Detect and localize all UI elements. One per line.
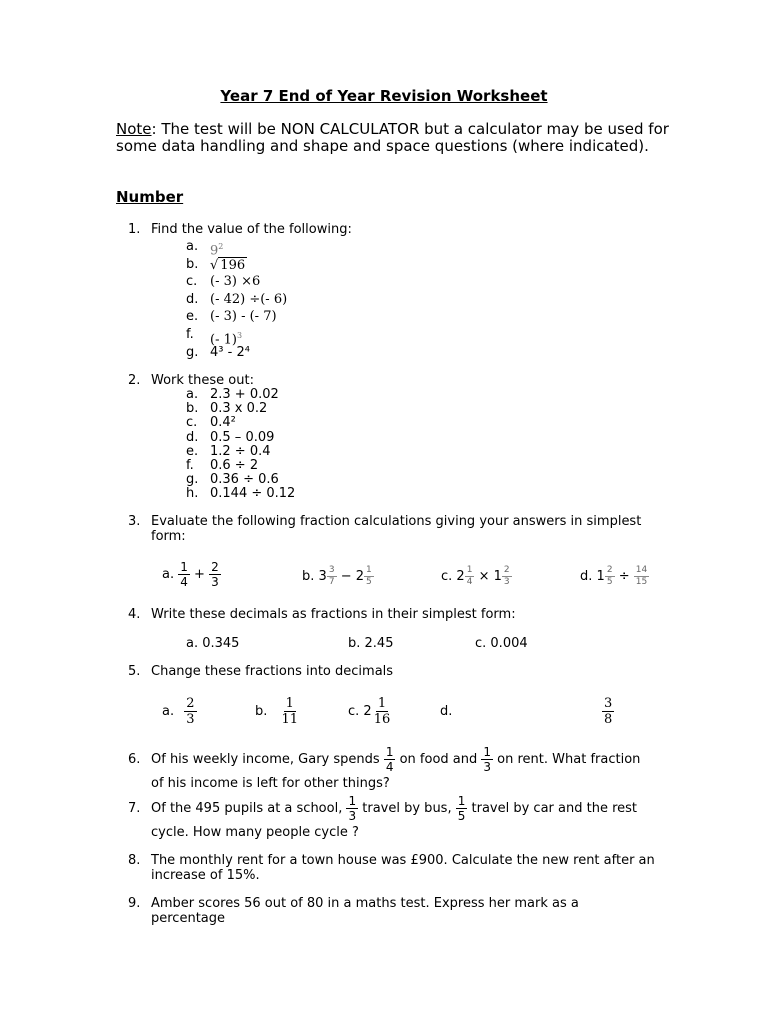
q6-text-1: Of his weekly income, Gary spends [151, 752, 380, 767]
denominator: 16 [373, 712, 391, 727]
q2-item-label: d. [186, 430, 199, 445]
q5a-label: a. [162, 704, 175, 719]
numerator: 2 [606, 565, 613, 575]
q5a-item [162, 697, 197, 726]
operator: × 1 [478, 569, 502, 584]
denominator: 15 [635, 577, 648, 587]
numerator: 3 [604, 696, 613, 711]
q3a-expression [162, 561, 221, 588]
q1-item-label: b. [186, 257, 199, 272]
denominator: 3 [483, 760, 492, 774]
q3c-expression [441, 566, 512, 587]
q9-text: Amber scores 56 out of 80 in a maths test. Express her mark as a percentage [151, 896, 579, 926]
q7-line2: cycle. How many people cycle ? [151, 825, 359, 840]
q5-number: 5. [128, 664, 141, 679]
numerator: 14 [635, 565, 648, 575]
operator: − 2 [340, 569, 364, 584]
numerator: 2 [503, 565, 510, 575]
q4-number: 4. [128, 607, 141, 622]
q8-number: 8. [128, 853, 141, 868]
q1-item-label: f. [186, 327, 194, 342]
q3b-label: b. [302, 569, 315, 584]
whole-number: 1 [596, 569, 605, 584]
q1-item-value: (- 42) ÷(- 6) [210, 292, 288, 307]
denominator: 7 [328, 577, 335, 587]
q1-item-value [210, 239, 223, 258]
denominator: 5 [457, 809, 466, 823]
q1-item-value: (- 3) - (- 7) [210, 309, 277, 324]
fraction [634, 566, 649, 587]
fraction [481, 746, 493, 773]
denominator: 3 [211, 575, 219, 589]
q2-item-value: 1.2 ÷ 0.4 [210, 444, 271, 459]
fraction [364, 566, 374, 587]
fraction [456, 795, 468, 822]
fraction [327, 566, 337, 587]
q1-item-label: c. [186, 274, 198, 289]
q7-text-2: travel by bus, [362, 801, 452, 816]
numerator: 2 [211, 560, 219, 574]
fraction [209, 561, 221, 588]
q2-item-label: f. [186, 458, 194, 473]
q1a-base: 9 [210, 243, 219, 259]
q1-number: 1. [128, 222, 141, 237]
numerator: 1 [483, 745, 492, 759]
q1-text: Find the value of the following: [151, 222, 352, 237]
q6-line1 [151, 745, 640, 775]
denominator: 5 [365, 577, 372, 587]
q4a-item: a. 0.345 [186, 636, 240, 651]
numerator: 1 [348, 794, 357, 808]
whole-number: 2 [456, 569, 465, 584]
fraction [384, 746, 396, 773]
operator: + [194, 567, 205, 582]
q6-text-2: on food and [399, 752, 478, 767]
q5c-label: c. 2 [348, 704, 372, 719]
q3c-label: c. [441, 569, 453, 584]
q8-text: The monthly rent for a town house was £900. Calculate the new rent after an increase of 15%. [151, 853, 655, 883]
fraction [346, 795, 358, 822]
q5d-label: d. [440, 704, 453, 719]
q5d-fraction [602, 697, 614, 726]
page-title: Year 7 End of Year Revision Worksheet [220, 87, 548, 105]
q2-item-label: b. [186, 401, 199, 416]
denominator: 3 [348, 809, 357, 823]
denominator: 5 [606, 577, 613, 587]
q3b-expression [302, 566, 374, 587]
note-paragraph [116, 121, 676, 155]
numerator: 1 [180, 560, 188, 574]
fraction [184, 697, 196, 726]
q2-item-value: 2.3 + 0.02 [210, 387, 279, 402]
fraction [605, 566, 615, 587]
denominator: 4 [385, 760, 394, 774]
denominator: 4 [180, 575, 188, 589]
q1a-exponent: 2 [218, 242, 224, 251]
q1f-exponent: 3 [236, 331, 243, 340]
denominator: 4 [466, 577, 473, 587]
fraction [280, 697, 301, 726]
q1-item-label: e. [186, 309, 199, 324]
fraction [602, 697, 614, 726]
q1-item-value: (- 3) ×6 [210, 274, 261, 289]
q3d-expression [580, 566, 649, 587]
q9-number: 9. [128, 896, 141, 911]
q7-text-1: Of the 495 pupils at a school, [151, 801, 343, 816]
q2-text: Work these out: [151, 373, 254, 388]
q1-item-label: g. [186, 345, 199, 360]
q6-line2: of his income is left for other things? [151, 776, 390, 791]
note-text: : The test will be NON CALCULATOR but a calculator may be used for some data handling and shape and space questions (where indicated). [116, 120, 669, 155]
fraction [502, 566, 512, 587]
q7-line1 [151, 794, 637, 824]
numerator: 1 [365, 565, 372, 575]
denominator: 3 [503, 577, 510, 587]
numerator: 1 [385, 745, 394, 759]
q6-text-3: on rent. What fraction [497, 752, 641, 767]
q2-item-value: 0.4² [210, 415, 236, 430]
denominator: 8 [604, 712, 613, 727]
q7-number: 7. [128, 801, 141, 816]
q2-item-label: h. [186, 486, 199, 501]
q1f-base: (- 1) [210, 332, 237, 348]
q1-item-value [210, 258, 247, 273]
whole-number: 3 [318, 569, 327, 584]
q2-item-value: 0.6 ÷ 2 [210, 458, 259, 473]
numerator: 1 [285, 696, 294, 711]
q3-number: 3. [128, 514, 141, 529]
q6-number: 6. [128, 752, 141, 767]
q4-text: Write these decimals as fractions in their simplest form: [151, 607, 516, 622]
q4c-item: c. 0.004 [475, 636, 528, 651]
q5c-item [348, 697, 392, 726]
denominator: 11 [281, 712, 299, 727]
q2-item-value: 0.3 x 0.2 [210, 401, 268, 416]
q1b-radicand: 196 [220, 258, 246, 273]
q1-item-value: 4³ - 2⁴ [210, 345, 250, 360]
q5b-item [255, 697, 300, 726]
q3-text: Evaluate the following fraction calculations giving your answers in simplest form: [151, 514, 642, 544]
q2-item-label: c. [186, 415, 198, 430]
q2-item-label: g. [186, 472, 199, 487]
note-label: Note [116, 120, 152, 138]
numerator: 2 [186, 696, 195, 711]
numerator: 1 [377, 696, 387, 711]
numerator: 1 [457, 794, 466, 808]
q4b-item: b. 2.45 [348, 636, 394, 651]
q2-item-value: 0.144 ÷ 0.12 [210, 486, 296, 501]
q2-item-value: 0.36 ÷ 0.6 [210, 472, 279, 487]
fraction [372, 697, 393, 726]
numerator: 1 [466, 565, 473, 575]
q5b-label: b. [255, 704, 268, 719]
q1-item-label: a. [186, 239, 199, 254]
fraction [178, 561, 190, 588]
sqrt-icon: √ [210, 258, 219, 273]
q2-item-label: e. [186, 444, 199, 459]
fraction [465, 566, 475, 587]
operator: ÷ [618, 569, 630, 584]
section-heading: Number [116, 188, 184, 206]
q2-number: 2. [128, 373, 141, 388]
q5-text: Change these fractions into decimals [151, 664, 394, 679]
denominator: 3 [186, 712, 195, 727]
q3d-label: d. [580, 569, 593, 584]
q2-item-label: a. [186, 387, 199, 402]
numerator: 3 [328, 565, 335, 575]
q7-text-3: travel by car and the rest [471, 801, 638, 816]
q3a-label: a. [162, 567, 175, 582]
q1-item-label: d. [186, 292, 199, 307]
q2-item-value: 0.5 – 0.09 [210, 430, 275, 445]
